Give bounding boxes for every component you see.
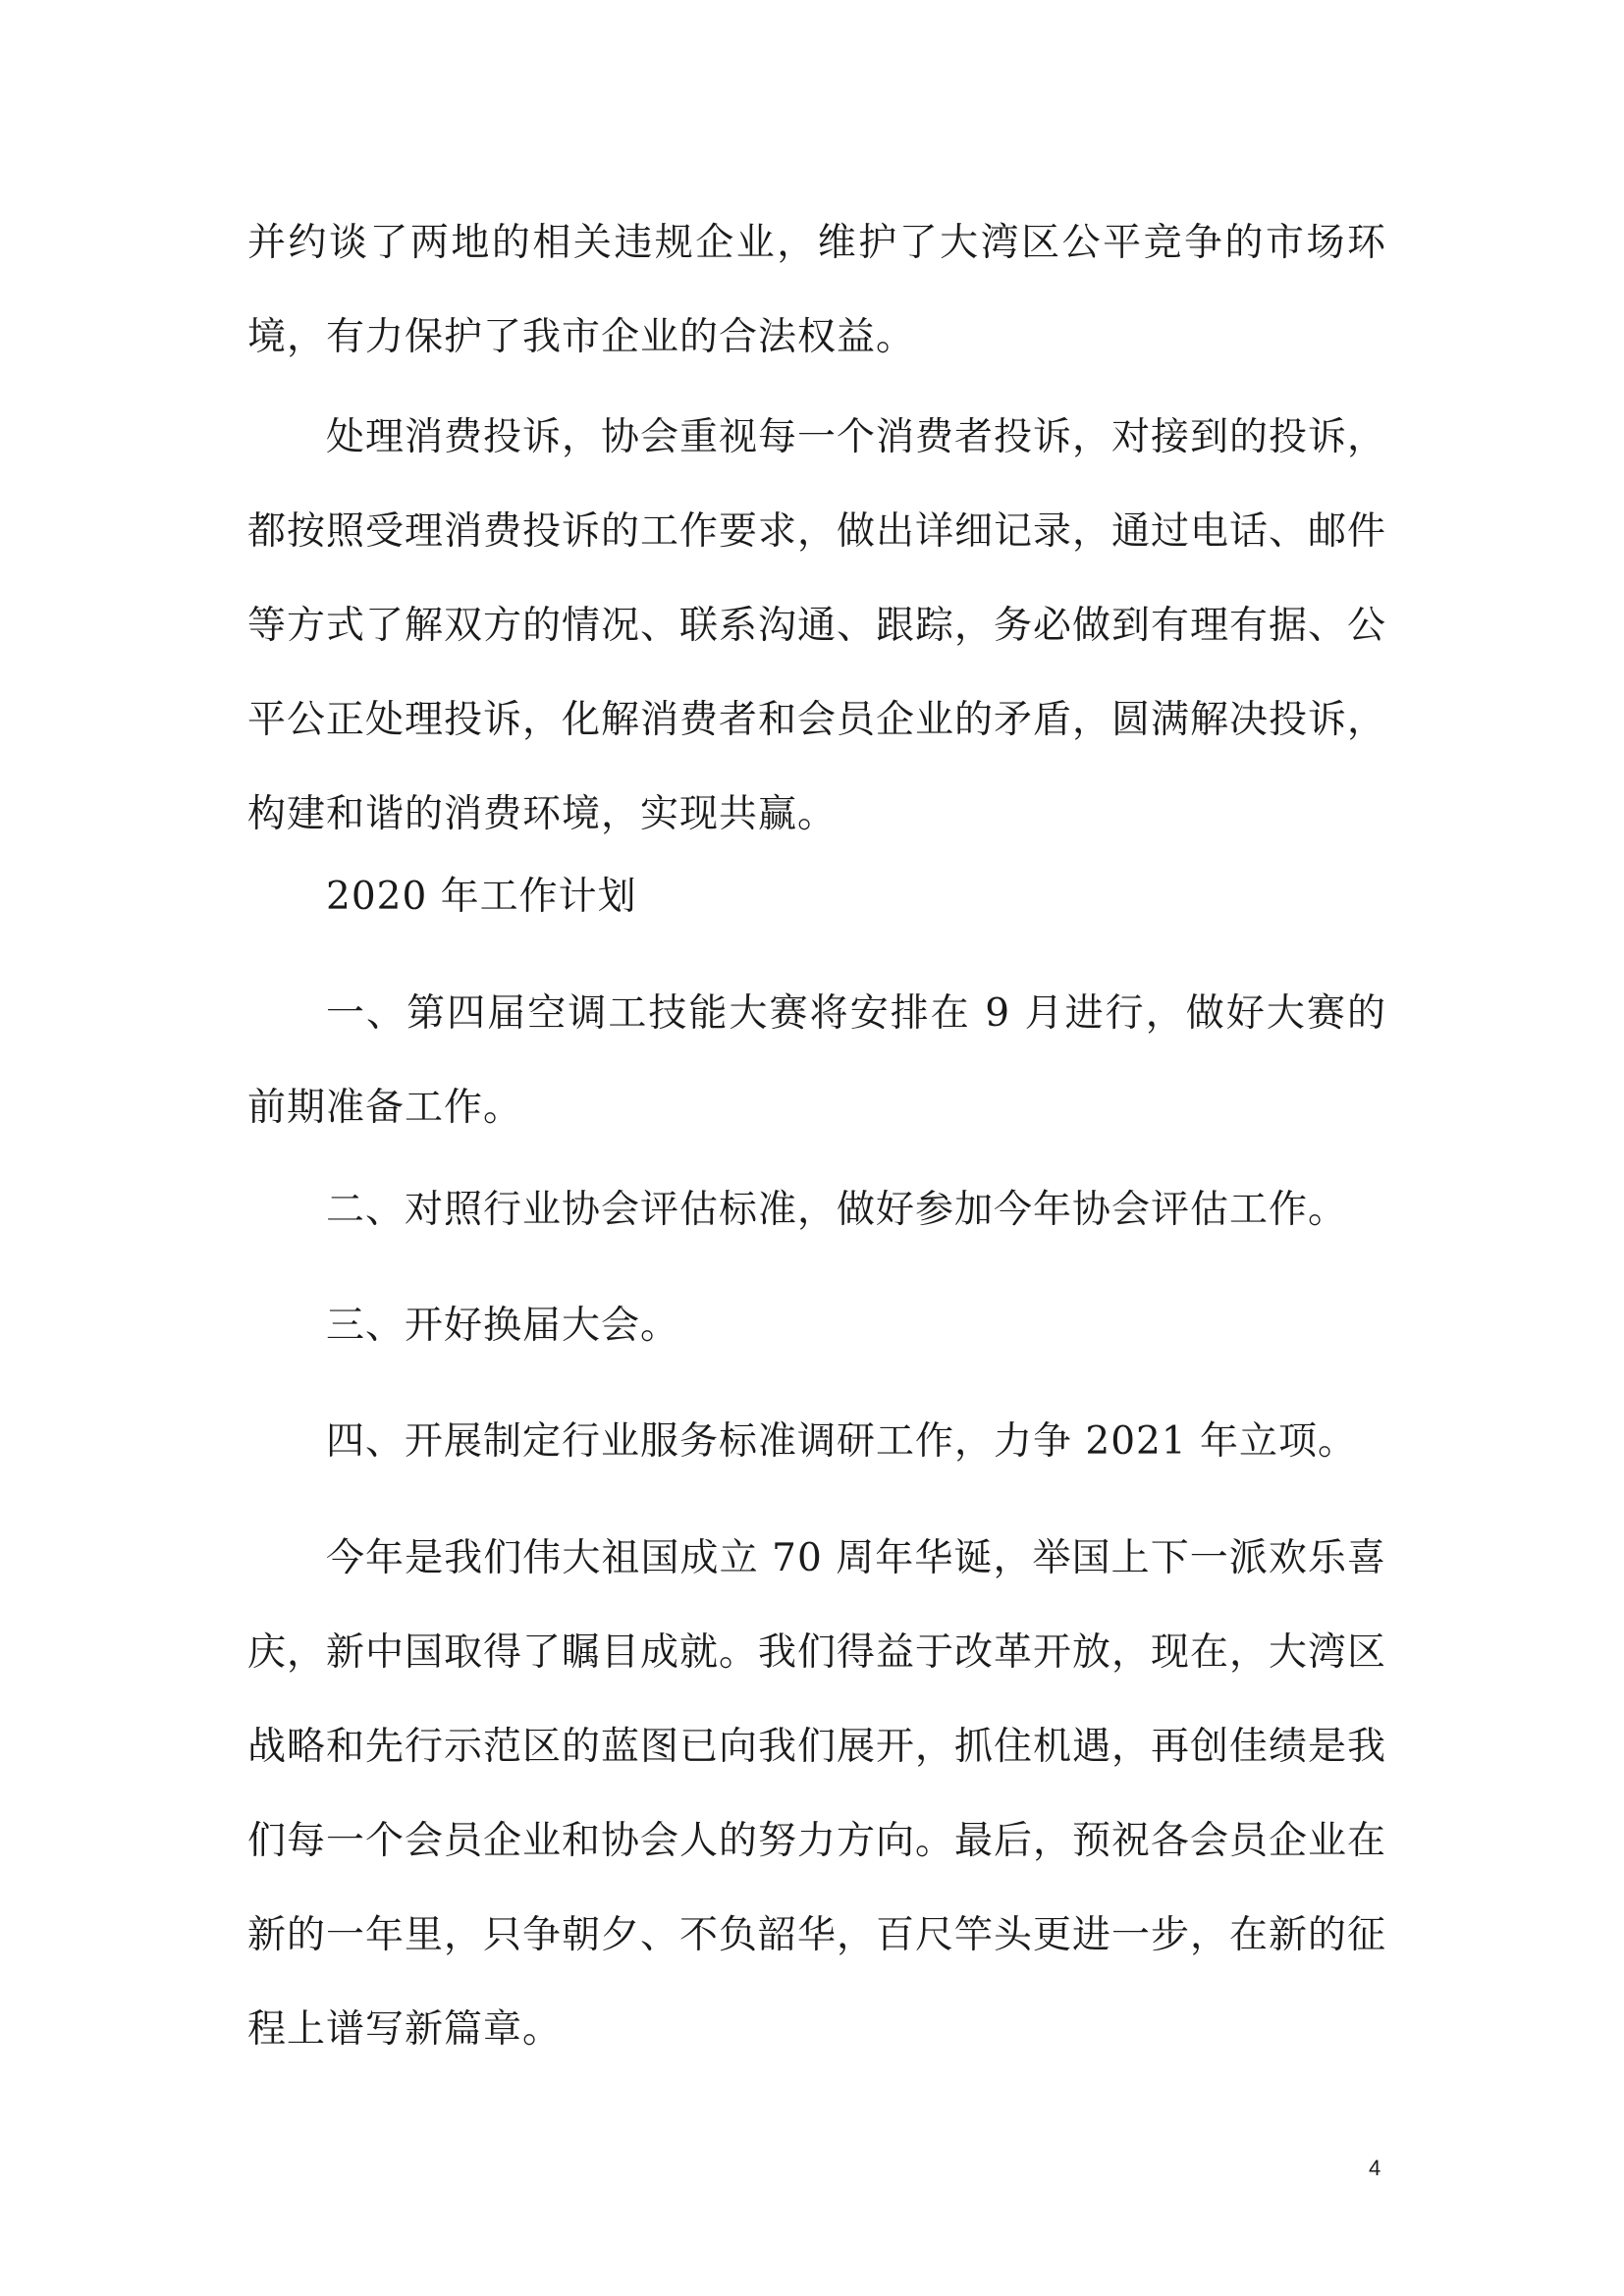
paragraph-complaint-handling: 处理消费投诉，协会重视每一个消费者投诉，对接到的投诉，都按照受理消费投诉的工作要求，做出详细记录，通过电话、邮件等方式了解双方的情况、联系沟通、跟踪，务必做到有理有据、公平公正处理投诉，化解消费者和会员企业的矛盾，圆满解决投诉，构建和谐的消费环境，实现共赢。: [247, 415, 1387, 836]
paragraph-plan-item-1: 一、第四届空调工技能大赛将安排在 9 月进行，做好大赛的前期准备工作。: [247, 991, 1386, 1130]
paragraph-plan-item-2: 二、对照行业协会评估标准，做好参加今年协会评估工作。: [326, 1188, 1348, 1232]
paragraph-plan-item-3: 三、开好换届大会。: [326, 1304, 680, 1348]
paragraph-closing: 今年是我们伟大祖国成立 70 周年华诞，举国上下一派欢乐喜庆，新中国取得了瞩目成就。我们得益于改革开放，现在，大湾区战略和先行示范区的蓝图已向我们展开，抓住机遇，再创佳绩是我们每一个会员企业和协会人的努力方向。最后，预祝各会员企业在新的一年里，只争朝夕、不负韶华，百尺竿头更进一步，在新的征程上谱写新篇章。: [247, 1536, 1387, 2052]
paragraph-plan-heading: 2020 年工作计划: [326, 875, 637, 919]
page-number: 4: [1369, 2156, 1381, 2180]
paragraph-continuation: 并约谈了两地的相关违规企业，维护了大湾区公平竞争的市场环境，有力保护了我市企业的合法权益。: [247, 221, 1386, 359]
paragraph-plan-item-4: 四、开展制定行业服务标准调研工作，力争 2021 年立项。: [326, 1419, 1358, 1464]
